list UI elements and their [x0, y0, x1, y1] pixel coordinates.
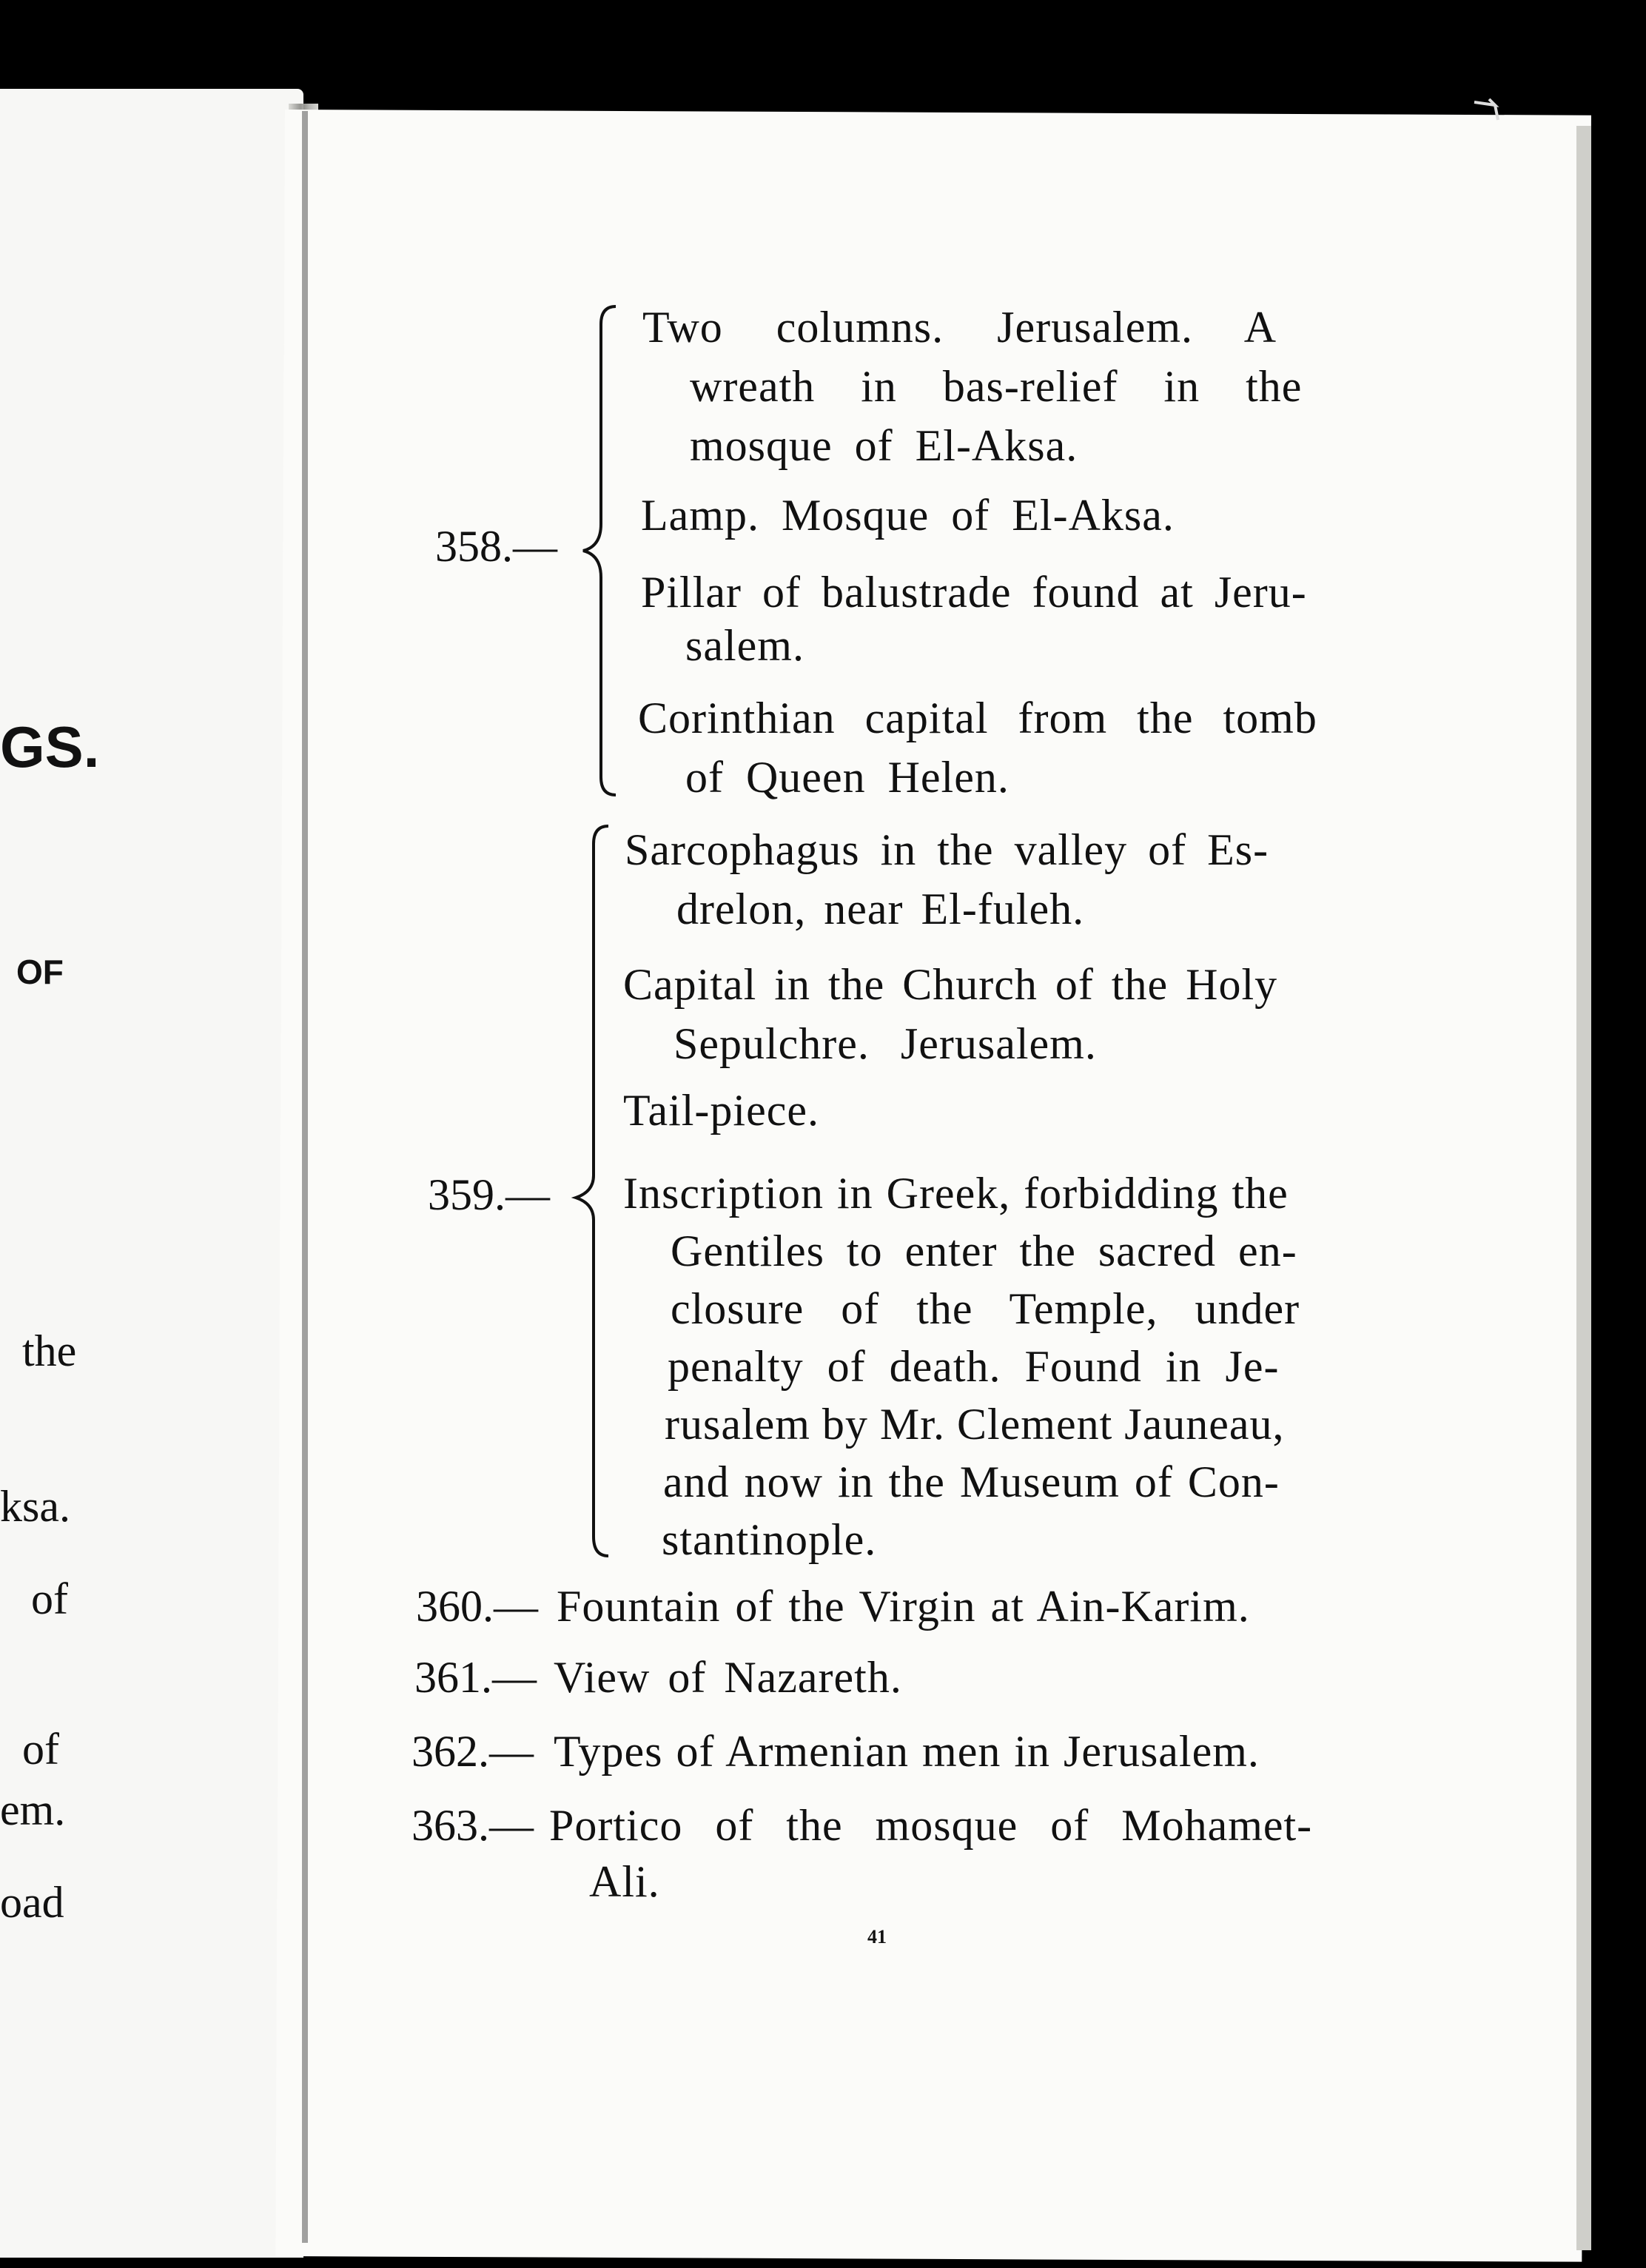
- entry-360-line-1: Fountain of the Virgin at Ain-Karim.: [557, 1582, 1250, 1631]
- entry-358-item-3-line-1: Pillar of balustrade found at Jeru-: [641, 568, 1307, 617]
- entry-363-line-1: Portico of the mosque of Mohamet-: [549, 1801, 1313, 1850]
- entry-358-item-3-line-2: salem.: [685, 621, 804, 670]
- entry-358-item-1-line-2: wreath in bas-relief in the: [690, 362, 1303, 411]
- entry-359-item-1-line-2: drelon, near El-fuleh.: [676, 885, 1085, 933]
- entry-359-item-1-line-1: Sarcophagus in the valley of Es-: [625, 825, 1269, 874]
- entry-358-item-1-line-3: mosque of El-Aksa.: [690, 421, 1078, 470]
- entry-361-line-1: View of Nazareth.: [554, 1653, 902, 1702]
- left-fragment-em: em.: [0, 1785, 66, 1834]
- entry-358-item-2-line-1: Lamp. Mosque of El-Aksa.: [641, 491, 1175, 540]
- entry-number-361: 361.—: [414, 1653, 537, 1702]
- entry-359-item-4-line-6: and now in the Museum of Con-: [663, 1457, 1280, 1506]
- entry-number-358: 358.—: [435, 522, 557, 571]
- brace-359: [562, 822, 614, 1560]
- brace-358: [570, 302, 622, 799]
- left-fragment-ksa: ksa.: [0, 1482, 70, 1531]
- entry-359-item-4-line-2: Gentiles to enter the sacred en-: [671, 1227, 1297, 1275]
- entry-363-line-2: Ali.: [589, 1857, 660, 1906]
- left-fragment-heading: GS.: [0, 714, 100, 779]
- entry-359-item-4-line-7: stantinople.: [662, 1515, 877, 1564]
- page-number: 41: [867, 1926, 887, 1947]
- entry-number-359: 359.—: [428, 1170, 550, 1219]
- left-fragment-of-2: of: [31, 1574, 68, 1623]
- entry-359-item-2-line-1: Capital in the Church of the Holy: [623, 960, 1278, 1009]
- entry-359-item-4-line-1: Inscription in Greek, forbidding the: [623, 1169, 1289, 1218]
- entry-359-item-4-line-5: rusalem by Mr. Clement Jauneau,: [665, 1400, 1285, 1449]
- entry-number-363: 363.—: [412, 1801, 534, 1850]
- corner-tear-mark: [1473, 95, 1502, 124]
- spine-shadow: [302, 111, 308, 2243]
- entry-358-item-1-line-1: Two columns. Jerusalem. A: [642, 303, 1277, 352]
- entry-number-362: 362.—: [412, 1727, 534, 1776]
- left-fragment-oad: oad: [0, 1878, 64, 1927]
- entry-359-item-2-line-2: Sepulchre. Jerusalem.: [673, 1019, 1097, 1068]
- entry-362-line-1: Types of Armenian men in Jerusalem.: [554, 1727, 1260, 1776]
- left-fragment-the: the: [22, 1326, 77, 1375]
- left-fragment-of: OF: [16, 953, 64, 991]
- left-page: [0, 89, 303, 2258]
- left-fragment-of-3: of: [22, 1725, 59, 1774]
- entry-358-item-4-line-1: Corinthian capital from the tomb: [638, 694, 1317, 742]
- entry-358-item-4-line-2: of Queen Helen.: [685, 753, 1010, 802]
- entry-number-360: 360.—: [416, 1582, 538, 1631]
- entry-359-item-4-line-3: closure of the Temple, under: [671, 1284, 1300, 1333]
- entry-359-item-3-line-1: Tail-piece.: [623, 1086, 819, 1135]
- entry-359-item-4-line-4: penalty of death. Found in Je-: [668, 1342, 1280, 1391]
- right-page-edge: [1576, 126, 1591, 2250]
